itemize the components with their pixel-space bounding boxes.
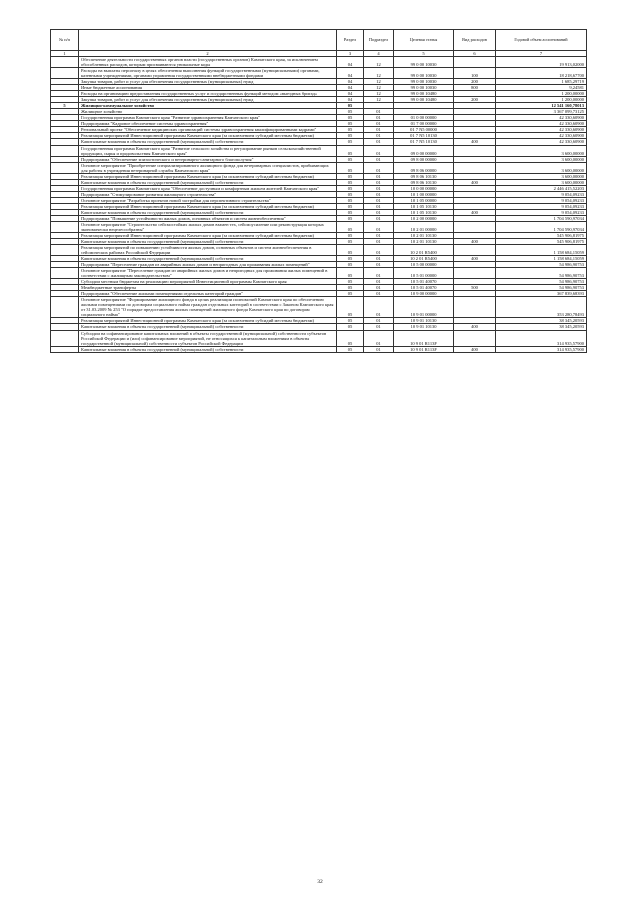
row-subsection: 01 [364,221,394,232]
row-amount: 9 054,09233 [496,203,587,209]
table-row [51,162,587,173]
row-number [51,297,79,318]
row-section: 04 [337,91,364,97]
row-amount: 545 906,81975 [496,239,587,245]
row-subsection: 01 [364,197,394,203]
row-target-article: 01 7 N5 10130 [394,133,454,139]
row-amount: 42 330,60900 [496,127,587,133]
row-name: Капитальные вложения в объекты государственной (муниципальной) собственности [79,239,337,245]
row-number [51,162,79,173]
row-target-article: 10 2 01 R5400 [394,245,454,256]
row-section: 05 [337,291,364,297]
row-target-article: 10 5 01 40070 [394,279,454,285]
row-name: Основное мероприятие "Переселение граждан из аварийных жилых домов и непригодных для проживания жилых помещений в соответствии с жилищным законодательством" [79,268,337,279]
row-subsection: 12 [364,79,394,85]
row-target-article: 10 9 01 10130 [394,324,454,330]
table-row [51,57,587,68]
row-expense-type: 100 [454,68,496,79]
row-section: 04 [337,68,364,79]
row-amount: 353 280,78493 [496,297,587,318]
row-expense-type [454,268,496,279]
row-name: Реализация мероприятий Инвестиционной программы Камчатского края (за исключением субсидий местным бюджетам) [79,318,337,324]
row-section: 05 [337,139,364,145]
row-section: 05 [337,297,364,318]
row-expense-type: 400 [454,209,496,215]
row-number [51,57,79,68]
table-row [51,330,587,346]
row-amount: 3 600,00000 [496,173,587,179]
row-number [51,68,79,79]
row-amount: 54 986,90753 [496,279,587,285]
row-subsection: 01 [364,330,394,346]
row-name: Реализация мероприятий по повышению устойчивости жилых домов, основных объектов и систем жизнеобеспечения в сейсмических районах Российской Федерации [79,245,337,256]
table-row [51,268,587,279]
row-section: 05 [337,173,364,179]
header-subsection: Подраздел [364,30,394,51]
row-name: Реализация мероприятий Инвестиционной программы Камчатского края (за исключением субсидий местным бюджетам) [79,203,337,209]
row-target-article: 10 9 00 00000 [394,291,454,297]
row-name: Капитальные вложения в объекты государственной (муниципальной) собственности [79,346,337,352]
row-expense-type [454,245,496,256]
row-section: 05 [337,162,364,173]
row-amount: 9,24581 [496,85,587,91]
row-subsection: 12 [364,91,394,97]
row-section: 05 [337,115,364,121]
row-amount: 3 600,00000 [496,162,587,173]
row-target-article: 10 2 01 10130 [394,232,454,238]
row-target-article: 10 9 01 00000 [394,297,454,318]
row-subsection: 01 [364,121,394,127]
row-section: 05 [337,279,364,285]
row-number: 5 [51,103,79,109]
row-section: 05 [337,145,364,156]
row-expense-type: 800 [454,85,496,91]
row-section: 05 [337,156,364,162]
row-name: Государственная программа Камчатского края "Обеспечение доступным и комфортным жильем жителей Камчатского края" [79,185,337,191]
row-subsection: 01 [364,268,394,279]
row-target-article: 01 0 00 00000 [394,115,454,121]
row-subsection: 01 [364,256,394,262]
row-expense-type [454,221,496,232]
row-amount: 1 200,00000 [496,91,587,97]
table-row [51,221,587,232]
row-name: Подпрограмма "Стимулирование развития жилищного строительства" [79,191,337,197]
row-name: Жилищное хозяйство [79,109,337,115]
row-name: Субсидии на софинансирование капитальных вложений в объекты государственной (муниципальной) собственности субъектов Российской Федерации и (или) софинансирование мероприятий, не относящихся к капитальным вложениям в объекты государственной (муниципальной) собственности субъектов Российской Федерации [79,330,337,346]
row-name: Капитальные вложения в объекты государственной (муниципальной) собственности [79,256,337,262]
row-amount: 9 054,09233 [496,209,587,215]
row-number [51,346,79,352]
row-subsection: 01 [364,162,394,173]
header-target-article: Целевая статья [394,30,454,51]
row-target-article: 99 0 00 10030 [394,68,454,79]
row-target-article: 10 1 00 00000 [394,191,454,197]
row-subsection: 12 [364,68,394,79]
row-expense-type [454,162,496,173]
row-name: Подпрограмма "Обеспечение эпизоотического и ветеринарно-санитарного благополучия" [79,156,337,162]
row-amount: 3 600,00000 [496,145,587,156]
row-section: 05 [337,330,364,346]
row-target-article: 10 2 01 10130 [394,239,454,245]
row-expense-type: 400 [454,324,496,330]
row-section: 05 [337,239,364,245]
row-subsection: 01 [364,297,394,318]
row-number [51,245,79,256]
row-name: Основное мероприятие "Строительство сейсмостойких жилых домов взамен тех, сейсмоусиление или реконструкция которых экономически нецелесообразны" [79,221,337,232]
row-target-article: 10 2 01 R5400 [394,256,454,262]
row-target-article: 01 7 N5 10130 [394,139,454,145]
row-section: 05 [337,191,364,197]
row-amount: 12 541 160,78013 [496,103,587,109]
row-expense-type: 400 [454,256,496,262]
row-expense-type: 500 [454,285,496,291]
row-section: 05 [337,324,364,330]
row-target-article: 10 9 01 10130 [394,318,454,324]
row-name: Государственная программа Камчатского края "Развитие здравоохранения Камчатского края" [79,115,337,121]
row-number [51,268,79,279]
table-row [51,245,587,256]
row-name: Подпрограмма "Повышение устойчивости жилых домов, основных объектов и систем жизнеобеспечения" [79,215,337,221]
col-number: 6 [454,51,496,57]
row-subsection: 01 [364,156,394,162]
row-number [51,145,79,156]
row-number [51,221,79,232]
row-target-article: 10 2 01 00000 [394,221,454,232]
row-amount: 1 704 590,97034 [496,221,587,232]
row-amount: 54 986,90753 [496,285,587,291]
row-section: 05 [337,232,364,238]
row-target-article: 10 1 05 10130 [394,209,454,215]
row-target-article: 99 0 00 10030 [394,85,454,91]
table-header-row [51,30,587,51]
header-section: Раздел [337,30,364,51]
row-amount: 1 704 590,97034 [496,215,587,221]
row-section: 05 [337,203,364,209]
row-name: Реализация мероприятий Инвестиционной программы Камчатского края (за исключением субсидий местным бюджетам) [79,232,337,238]
col-number: 5 [394,51,454,57]
budget-table [50,29,587,353]
row-expense-type [454,57,496,68]
row-target-article: 99 0 00 10480 [394,91,454,97]
row-subsection: 01 [364,324,394,330]
col-number: 3 [337,51,364,57]
col-number: 2 [79,51,337,57]
row-name: Реализация мероприятий Инвестиционной программы Камчатского края (за исключением субсидий местным бюджетам) [79,173,337,179]
row-section: 05 [337,197,364,203]
row-subsection: 01 [364,232,394,238]
row-section: 05 [337,285,364,291]
row-expense-type: 400 [454,139,496,145]
row-name: Подпрограмма "Кадровое обеспечение системы здравоохранения" [79,121,337,127]
row-subsection: 01 [364,262,394,268]
row-section: 05 [337,103,364,109]
row-subsection: 01 [364,173,394,179]
row-section: 05 [337,346,364,352]
row-section: 05 [337,268,364,279]
row-expense-type: 400 [454,179,496,185]
row-subsection: 01 [364,285,394,291]
row-expense-type [454,145,496,156]
row-subsection: 01 [364,215,394,221]
row-target-article: 09 8 06 10130 [394,173,454,179]
table-row [51,346,587,352]
row-target-article: 01 7 N5 00000 [394,127,454,133]
row-target-article: 99 0 00 10030 [394,79,454,85]
row-subsection: 01 [364,346,394,352]
header-annual-volume: Годовой объем ассигнований [496,30,587,51]
row-section: 05 [337,121,364,127]
row-name: Реализация мероприятий Инвестиционной программы Камчатского края (за исключением субсидий местным бюджетам) [79,133,337,139]
row-section: 04 [337,79,364,85]
row-name: Обеспечение деятельности государственных органов власти (государственных органов) Камчатского края, за исключением обособленных расходов, которым присваиваются уникальные коды [79,57,337,68]
row-amount: 9 054,09233 [496,197,587,203]
row-target-article: 10 5 01 40070 [394,285,454,291]
row-target-article: 99 0 00 10030 [394,57,454,68]
row-name: Капитальные вложения в объекты государственной (муниципальной) собственности [79,209,337,215]
row-amount: 1 158 684,15059 [496,256,587,262]
row-target-article: 10 2 00 00000 [394,215,454,221]
row-name: Закупка товаров, работ и услуг для обеспечения государственных (муниципальных) нужд [79,97,337,103]
table-body [51,57,587,353]
header-expense-type: Вид расходов [454,30,496,51]
row-section: 05 [337,109,364,115]
row-section: 04 [337,57,364,68]
row-target-article: 10 5 00 00000 [394,262,454,268]
row-amount: 42 330,60900 [496,133,587,139]
row-name: Региональный проект "Обеспечение медицинских организаций системы здравоохранения квалифицированными кадрами" [79,127,337,133]
row-amount: 1 685,29719 [496,79,587,85]
row-section: 05 [337,179,364,185]
row-expense-type: 200 [454,97,496,103]
row-name: Основное мероприятие "Формирование жилищного фонда в целях реализации полномочий Камчатского края по обеспечению жилыми помещениями по договорам социального найма граждан отдельных категорий в соответствии с Законом Камчатского края от 31.03.2009 № 253 "О порядке предоставления жилых помещений жилищного фонда Камчатского края по договорам социального найма" [79,297,337,318]
row-name: Межбюджетные трансферты [79,285,337,291]
row-target-article: 10 9 01 R113F [394,346,454,352]
row-section: 05 [337,133,364,139]
row-amount: 42 330,60900 [496,139,587,145]
row-subsection: 01 [364,209,394,215]
row-target-article: 10 1 05 00000 [394,197,454,203]
col-number: 1 [51,51,79,57]
row-subsection: 12 [364,97,394,103]
row-amount: 3 600,00000 [496,156,587,162]
row-expense-type: 400 [454,346,496,352]
row-section: 05 [337,221,364,232]
row-name: Подпрограмма "Обеспечение жилыми помещениями отдельных категорий граждан" [79,291,337,297]
row-target-article: 10 9 01 R113F [394,330,454,346]
row-subsection: 01 [364,145,394,156]
row-name: Капитальные вложения в объекты государственной (муниципальной) собственности [79,139,337,145]
row-subsection: 01 [364,109,394,115]
row-subsection: 01 [364,291,394,297]
header-name [79,30,337,51]
row-amount: 3 367 099,73125 [496,109,587,115]
row-target-article: 10 1 05 10130 [394,203,454,209]
col-number: 7 [496,51,587,57]
row-amount: 19 913,02000 [496,57,587,68]
row-name: Субсидии местным бюджетам на реализацию мероприятий Инвестиционной программы Камчатского края [79,279,337,285]
row-subsection: 01 [364,115,394,121]
row-amount: 42 330,60900 [496,121,587,127]
row-section: 05 [337,318,364,324]
row-name: Иные бюджетные ассигнования [79,85,337,91]
row-name: Жилищно-коммунальное хозяйство [79,103,337,109]
row-amount: 9 054,09233 [496,191,587,197]
row-name: Капитальные вложения в объекты государственной (муниципальной) собственности [79,324,337,330]
page-number: 32 [317,879,323,885]
row-section: 05 [337,215,364,221]
row-amount: 18 218,67700 [496,68,587,79]
row-target-article: 09 8 00 00000 [394,156,454,162]
row-subsection: 12 [364,57,394,68]
row-target-article: 10 5 01 00000 [394,268,454,279]
col-number: 4 [364,51,394,57]
row-subsection: 01 [364,191,394,197]
row-target-article: 10 0 00 00000 [394,185,454,191]
table-row [51,68,587,79]
row-section: 05 [337,185,364,191]
row-amount: 545 906,81975 [496,232,587,238]
row-target-article: 01 7 00 00000 [394,121,454,127]
row-target-article: 99 0 00 10480 [394,97,454,103]
row-name: Основное мероприятие "Разработка проектов новой застройки для перспективного строительства" [79,197,337,203]
row-amount: 54 986,90753 [496,268,587,279]
row-section: 04 [337,85,364,91]
row-target-article: 09 0 00 00000 [394,145,454,156]
row-number [51,330,79,346]
row-name: Государственная программа Камчатского края "Развитие сельского хозяйства и регулирование рынков сельскохозяйственной продукции, сырья и продовольствия Камчатского края" [79,145,337,156]
row-amount: 314 935,57900 [496,330,587,346]
row-amount: 2 446 415,52203 [496,185,587,191]
row-amount: 38 345,20593 [496,318,587,324]
row-subsection: 01 [364,318,394,324]
row-amount: 1 158 684,15059 [496,245,587,256]
row-section: 05 [337,245,364,256]
row-amount: 1 200,00000 [496,97,587,103]
row-amount: 54 986,90753 [496,262,587,268]
row-amount: 42 330,60900 [496,115,587,121]
row-subsection: 12 [364,85,394,91]
row-subsection: 01 [364,279,394,285]
row-amount: 367 839,68393 [496,291,587,297]
row-name: Подпрограмма "Переселение граждан из аварийных жилых домов и непригодных для проживания жилых помещений" [79,262,337,268]
header-num: № п/п [51,30,79,51]
row-expense-type: 200 [454,79,496,85]
row-name: Основное мероприятие "Приобретение специализированного жилищного фонда для ветеринарных специалистов, прибывающих для работы в учреждения ветеринарной службы Камчатского края" [79,162,337,173]
row-subsection: 01 [364,239,394,245]
row-subsection: 01 [364,185,394,191]
row-section: 05 [337,262,364,268]
row-subsection: 01 [364,203,394,209]
row-name: Капитальные вложения в объекты государственной (муниципальной) собственности [79,179,337,185]
row-name: Расходы на выплаты персоналу в целях обеспечения выполнения функций государственными (муниципальными) органами, казенными учреждениями, органами управления государственными внебюджетными фондами [79,68,337,79]
row-expense-type [454,330,496,346]
row-target-article: 09 8 06 10130 [394,179,454,185]
row-section: 04 [337,97,364,103]
table-row [51,145,587,156]
row-subsection: 01 [364,127,394,133]
row-amount: 3 600,00000 [496,179,587,185]
row-target-article: 09 8 06 00000 [394,162,454,173]
row-subsection: 01 [364,139,394,145]
row-section: 05 [337,209,364,215]
row-name: Закупка товаров, работ и услуг для обеспечения государственных (муниципальных) нужд [79,79,337,85]
table-row [51,297,587,318]
row-amount: 314 935,57900 [496,346,587,352]
row-name: Расходы на организацию предоставления государственных услуг и государственных функций методом «выездных бригад» [79,91,337,97]
row-section: 05 [337,127,364,133]
row-subsection: 01 [364,245,394,256]
row-amount: 38 345,20593 [496,324,587,330]
row-subsection: 01 [364,179,394,185]
row-expense-type [454,297,496,318]
row-expense-type: 400 [454,239,496,245]
row-subsection: 01 [364,133,394,139]
row-section: 05 [337,256,364,262]
